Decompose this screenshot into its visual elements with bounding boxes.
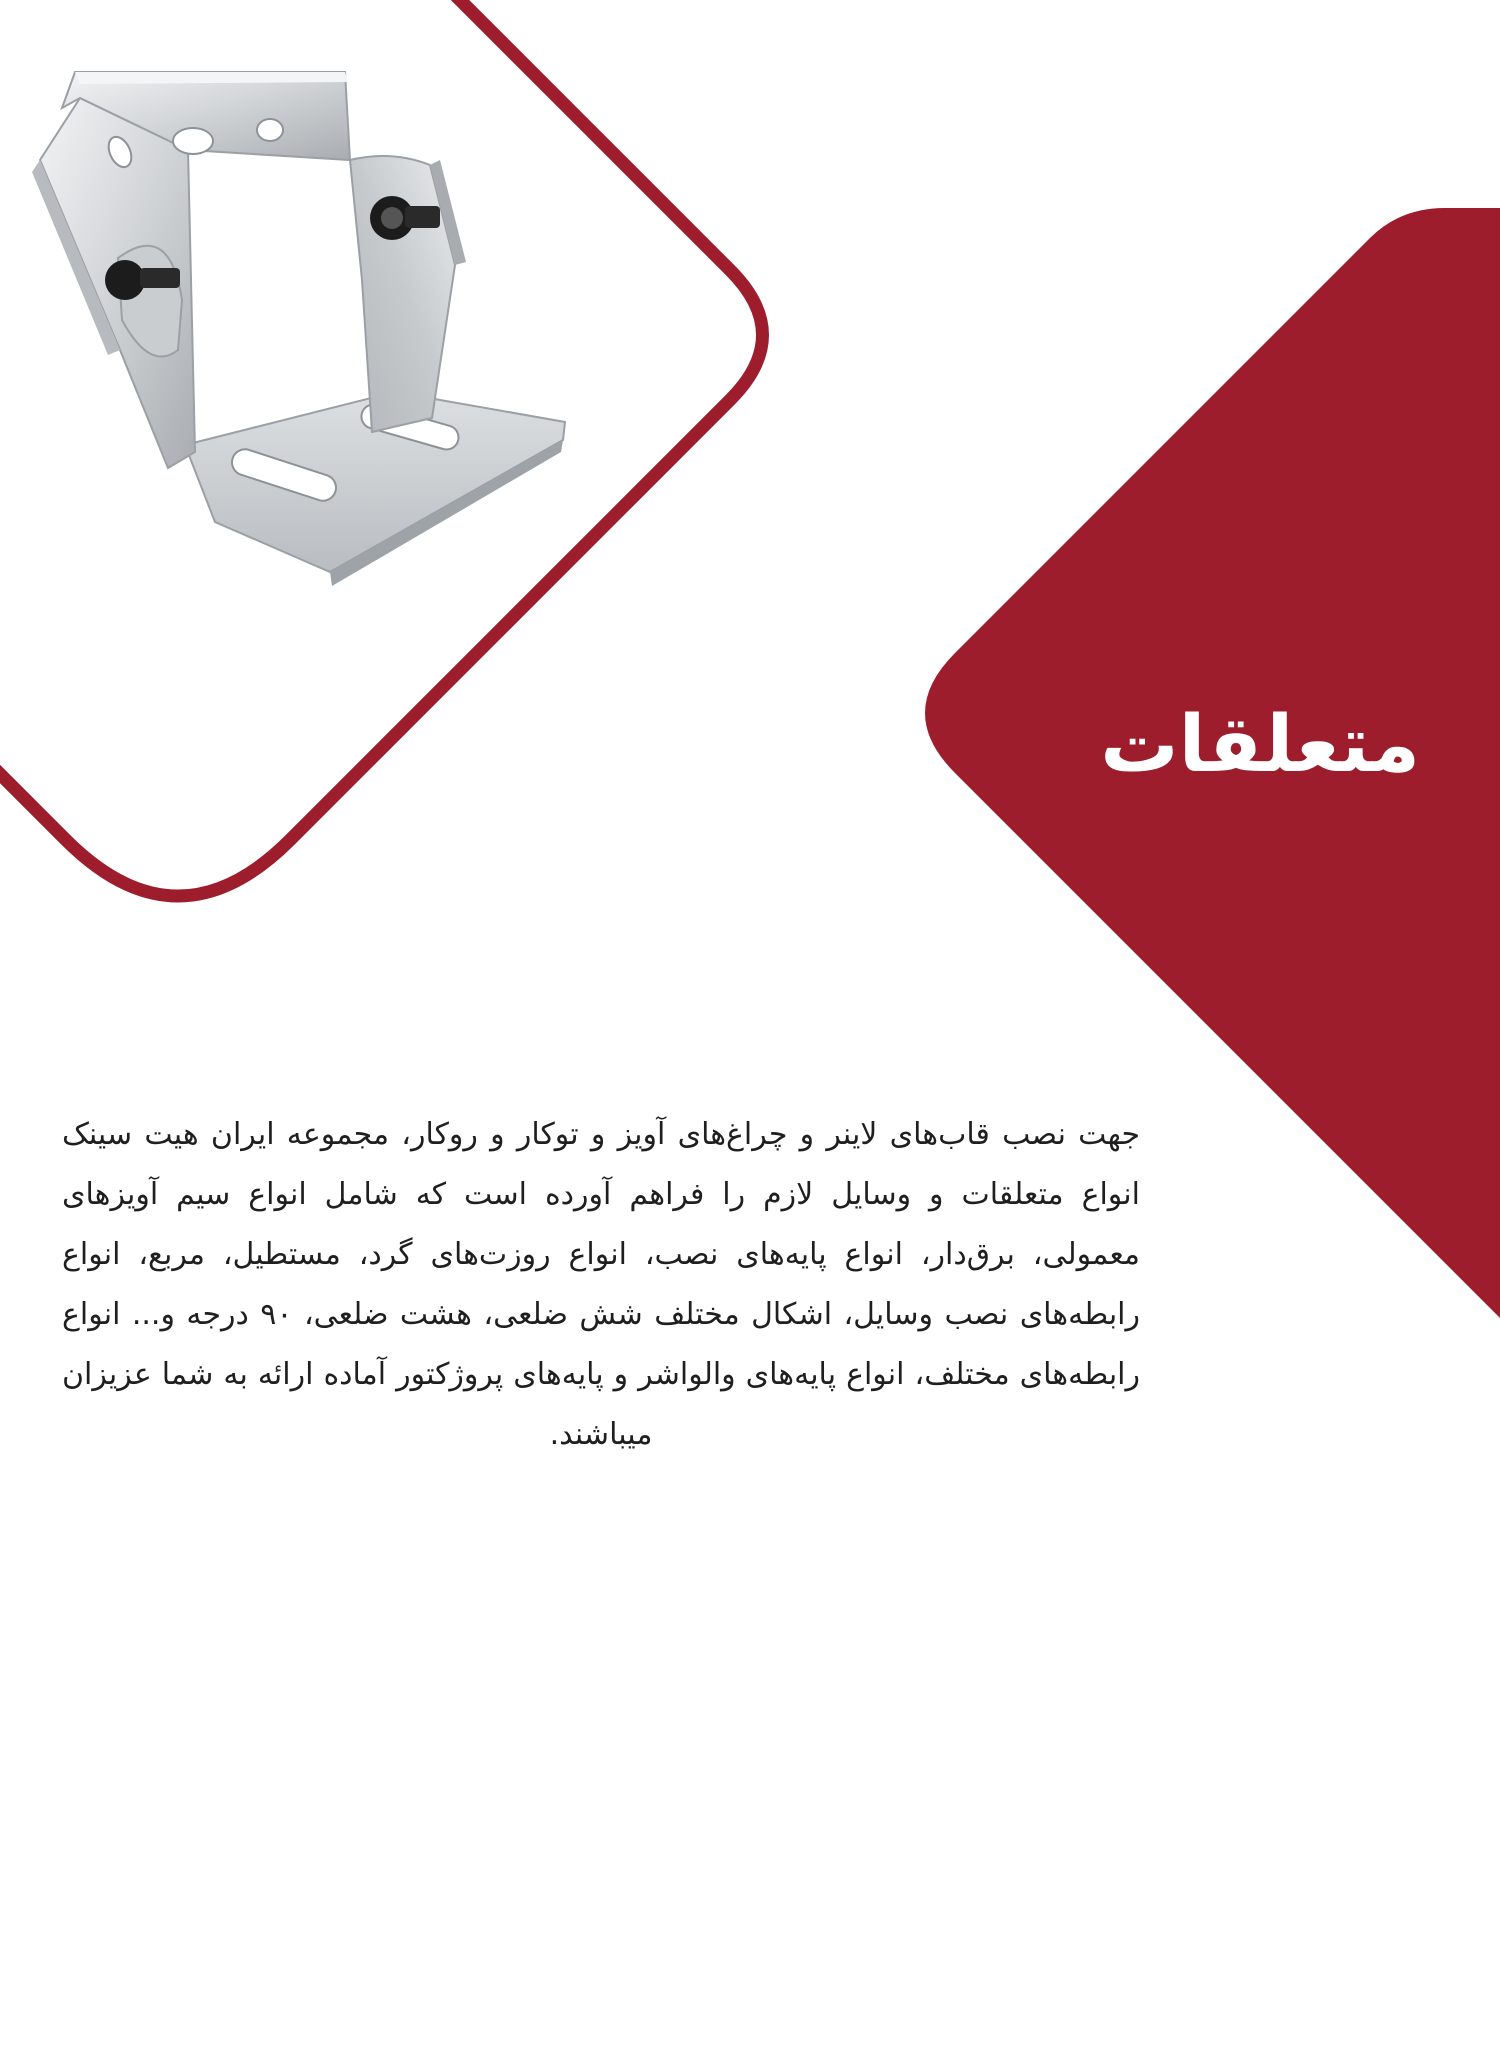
description-paragraph: جهت نصب قاب‌های لاینر و چراغ‌های آویز و توکار و روکار، مجموعه ایران هیت سینک انواع متعلقات و وسایل لازم را فراهم آورده است که شامل انواع سیم آویزهای معمولی، برق‌دار، انواع پایه‌های نصب، انواع روزت‌های گرد، مستطیل، مربع، انواع رابطه‌های نصب وسایل، اشکال مختلف شش ضلعی، هشت ضلعی، ۹۰ درجه و... انواع رابطه‌های مختلف، انواع پایه‌های والواشر و پایه‌های پروژکتور آماده ارائه به شما عزیزان میباشند. [62, 1117, 1140, 1452]
page-title: متعلقات [1100, 700, 1420, 790]
mounting-bracket-icon [32, 72, 565, 586]
